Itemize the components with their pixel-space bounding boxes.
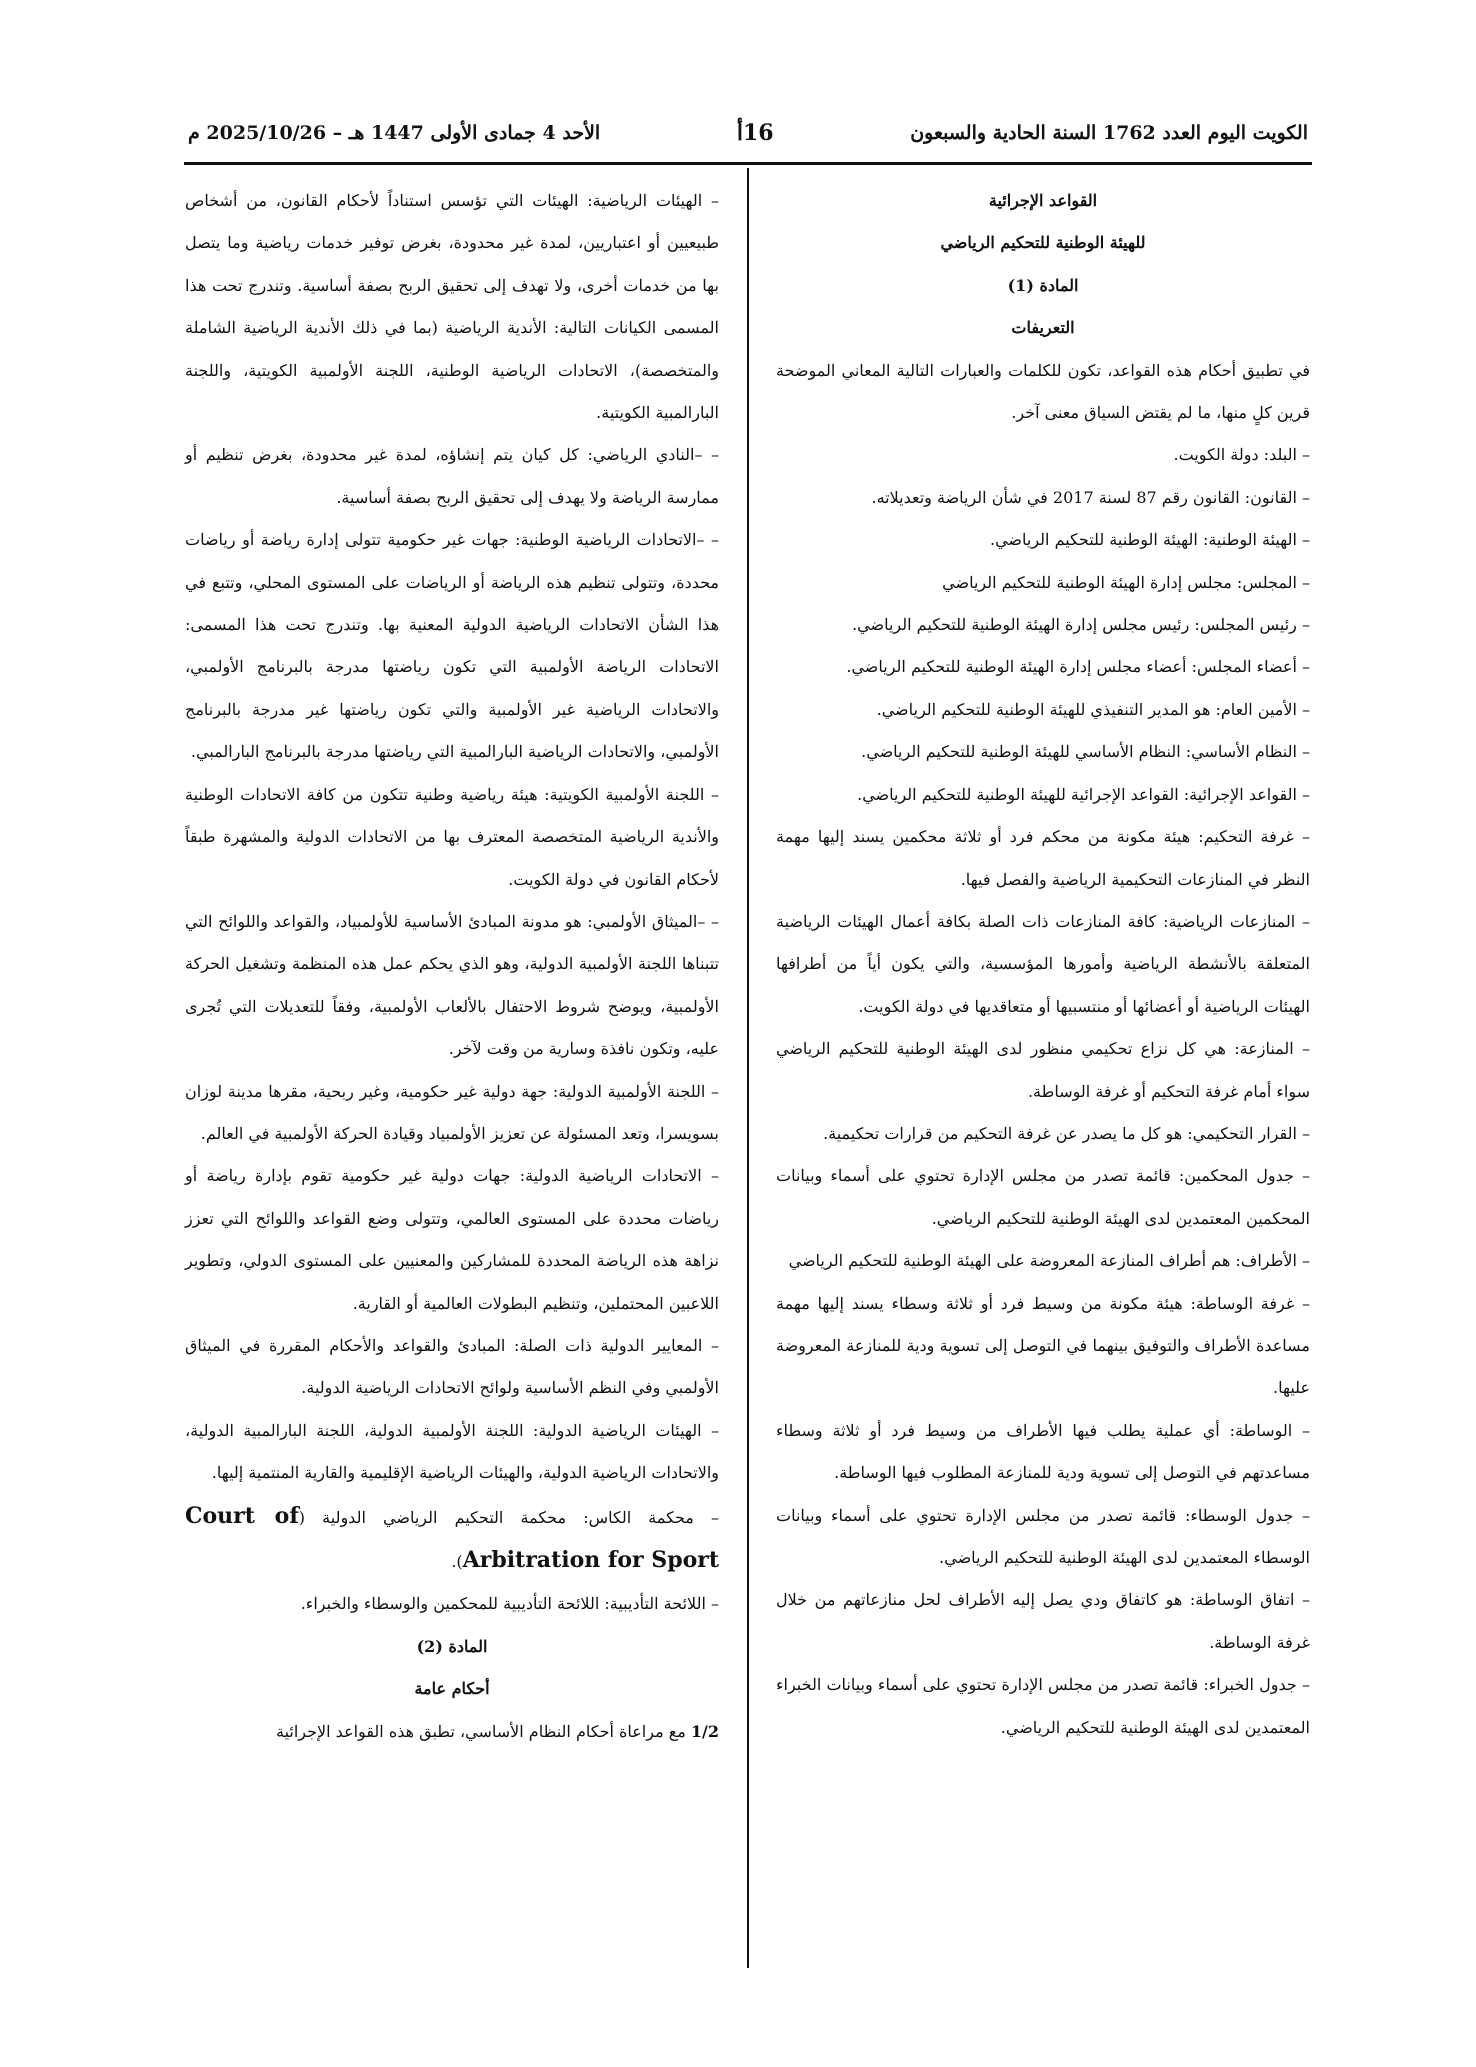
definition-paragraph: – البلد: دولة الكويت. xyxy=(1173,445,1310,465)
doc-title: القواعد الإجرائية xyxy=(988,191,1098,210)
definition-paragraph xyxy=(185,1495,719,1584)
definition-paragraph: – الاتحادات الرياضية الدولية: جهات دولية غير حكومية تقوم بإدارة رياضة أو رياضات محددة على المستوى العالمي، وتتولى وضع القواعد واللوائح التي تعزز نزاهة هذه الرياضة المحددة للمشاركين والمعنيين على المستوى الدولي، وتطوير اللاعبين المحتملين، وتنظيم البطولات العالمية أو القارية. xyxy=(185,1166,719,1313)
article-title: أحكام عامة xyxy=(414,1679,490,1699)
intro-paragraph: في تطبيق أحكام هذه القواعد، تكون للكلمات والعبارات التالية المعاني الموضحة قرين كلٍ منها، ما لم يقتض السياق معنى آخر. xyxy=(776,360,1310,423)
definition-paragraph: – جدول الوسطاء: قائمة تصدر من مجلس الإدارة تحتوي على أسماء وبيانات الوسطاء المعتمدين لدى الهيئة الوطنية للتحكيم الرياضي. xyxy=(776,1505,1310,1567)
definition-paragraph: – جدول المحكمين: قائمة تصدر من مجلس الإدارة تحتوي على أسماء وبيانات المحكمين المعتمدين لدى الهيئة الوطنية للتحكيم الرياضي. xyxy=(776,1166,1310,1228)
definition-paragraph: – الهيئات الرياضية الدولية: اللجنة الأولمبية الدولية، اللجنة البارالمبية الدولية، والاتحادات الرياضية الدولية، والهيئات الرياضية الإقليمية والقارية المنتمية إليها. xyxy=(185,1420,719,1483)
definition-paragraph: – –الميثاق الأولمبي: هو مدونة المبادئ الأساسية للأولمبياد، والقواعد واللوائح التي تتبناها اللجنة الأولمبية الدولية، وهو الذي يحكم عمل هذه المنظمة وتشغيل الحركة الأولمبية، ويوضح شروط الاحتفال بالألعاب الأولمبية، وفقاً للتعديلات التي تُجرى عليه، وتكون نافذة وسارية من وقت لآخر. xyxy=(185,911,719,1059)
definition-paragraph: – اللجنة الأولمبية الكويتية: هيئة رياضية وطنية تتكون من كافة الاتحادات الوطنية والأندية الرياضية المتخصصة المعترف بها من الاتحادات الدولية والمشهرة طبقاً لأحكام القانون في دولة الكويت. xyxy=(185,784,720,889)
cas-closing: ). xyxy=(451,1552,463,1571)
definition-paragraph: – الوساطة: أي عملية يطلب فيها الأطراف من وسيط فرد أو ثلاثة وسطاء مساعدتهم في التوصل إلى تسوية ودية للمنازعة المطلوب فيها الوساطة. xyxy=(776,1420,1310,1483)
doc-subtitle: للهيئة الوطنية للتحكيم الرياضي xyxy=(940,233,1146,253)
definition-paragraph: – النظام الأساسي: النظام الأساسي للهيئة الوطنية للتحكيم الرياضي. xyxy=(861,742,1310,762)
definition-paragraph: – الهيئات الرياضية: الهيئات التي تؤسس استناداً لأحكام القانون، من أشخاص طبيعيين أو اعتباريين، لمدة غير محدودة، بغرض توفير خدمات رياضية وما يتصل بها من خدمات أخرى، ولا تهدف إلى تحقيق الربح بصفة أساسية. وتندرج تحت هذا المسمى الكيانات التالية: الأندية الرياضية (بما في ذلك الأندية الرياضية الشاملة والمتخصصة)، الاتحادات الرياضية الوطنية، اللجنة الأولمبية الكويتية، واللجنة البارالمبية الكويتية. xyxy=(185,191,720,423)
definition-paragraph: – غرفة الوساطة: هيئة مكونة من وسيط فرد أو ثلاثة وسطاء يسند إليها مهمة مساعدة الأطراف والتوفيق بينهما في التوصل إلى تسوية ودية للمنازعة المعروضة عليها. xyxy=(776,1293,1310,1398)
definition-paragraph: – المنازعات الرياضية: كافة المنازعات ذات الصلة بكافة أعمال الهيئات الرياضية المتعلقة بالأنشطة الرياضية وأمورها المؤسسية، والتي يكون أياً من أطرافها الهيئات الرياضية أو أعضائها أو منتسبيها أو متعاقديها في دولة الكويت. xyxy=(776,911,1311,1016)
issue-info: الكويت اليوم العدد 1762 السنة الحادية والسبعون xyxy=(910,122,1308,144)
page-header xyxy=(188,112,1308,154)
cas-definition: – محكمة الكاس: محكمة التحكيم الرياضي الدولية ( xyxy=(298,1507,719,1527)
definition-paragraph: – جدول الخبراء: قائمة تصدر من مجلس الإدارة تحتوي على أسماء وبيانات الخبراء المعتمدين لدى الهيئة الوطنية للتحكيم الرياضي. xyxy=(776,1675,1310,1737)
definition-paragraph: – رئيس المجلس: رئيس مجلس إدارة الهيئة الوطنية للتحكيم الرياضي. xyxy=(852,615,1310,635)
article-heading: المادة (2) xyxy=(416,1636,488,1656)
cas-english-name: Court of Arbitration for Sport xyxy=(185,1502,719,1573)
clause-number: 1/2 xyxy=(690,1721,719,1741)
right-column xyxy=(776,180,1310,1749)
definition-paragraph: – الأطراف: هم أطراف المنازعة المعروضة على الهيئة الوطنية للتحكيم الرياضي xyxy=(788,1251,1310,1271)
definition-paragraph: – القانون: القانون رقم 87 لسنة 2017 في شأن الرياضة وتعديلاته. xyxy=(871,487,1310,507)
definition-paragraph: – القرار التحكيمي: هو كل ما يصدر عن غرفة التحكيم من قرارات تحكيمية. xyxy=(823,1123,1310,1143)
article-title: التعريفات xyxy=(1011,318,1075,338)
definition-paragraph: – غرفة التحكيم: هيئة مكونة من محكم فرد أو ثلاثة محكمين يسند إليها مهمة النظر في المنازعات التحكيمية الرياضية والفصل فيها. xyxy=(776,827,1310,889)
definition-paragraph: – الهيئة الوطنية: الهيئة الوطنية للتحكيم الرياضي. xyxy=(990,530,1310,550)
article-clause xyxy=(185,1711,719,1753)
definition-paragraph: – المعايير الدولية ذات الصلة: المبادئ والقواعد والأحكام المقررة في الميثاق الأولمبي وفي النظم الأساسية ولوائح الاتحادات الرياضية الدولية. xyxy=(185,1335,719,1398)
definition-paragraph: – –الاتحادات الرياضية الوطنية: جهات غير حكومية تتولى إدارة رياضة أو رياضات محددة، وتتولى تنظيم هذه الرياضة أو الرياضات على المستوى المحلي، وتتبع في هذا الشأن الاتحادات الرياضية الدولية المعنية بها. وتندرج تحت هذا المسمى: الاتحادات الرياضة الأولمبية التي تكون رياضتها مدرجة بالبرنامج الأولمبي، والاتحادات الرياضية غير الأولمبية والتي تكون رياضتها غير مدرجة بالبرنامج الأولمبي، والاتحادات الرياضية البارالمبية التي رياضتها مدرجة بالبرنامج البارالمبي. xyxy=(185,530,720,762)
definition-paragraph: – –النادي الرياضي: كل كيان يتم إنشاؤه، لمدة غير محدودة، بغرض تنظيم أو ممارسة الرياضة ولا يهدف إلى تحقيق الربح بصفة أساسية. xyxy=(185,445,719,507)
definition-paragraph: – اللجنة الأولمبية الدولية: جهة دولية غير حكومية، وغير ربحية، مقرها مدينة لوزان بسويسرا، وتعد المسئولة عن تعزيز الأولمبياد وقيادة الحركة الأولمبية في العالم. xyxy=(185,1081,719,1143)
column-divider xyxy=(747,168,749,1968)
definition-paragraph: – القواعد الإجرائية: القواعد الإجرائية للهيئة الوطنية للتحكيم الرياضي. xyxy=(857,784,1310,804)
definition-paragraph: – اتفاق الوساطة: هو كاتفاق ودي يصل إليه الأطراف لحل منازعاتهم من خلال غرفة الوساطة. xyxy=(776,1590,1310,1652)
definition-paragraph: – المجلس: مجلس إدارة الهيئة الوطنية للتحكيم الرياضي xyxy=(942,572,1310,592)
definition-paragraph: – المنازعة: هي كل نزاع تحكيمي منظور لدى الهيئة الوطنية للتحكيم الرياضي سواء أمام غرفة التحكيم أو غرفة الوساطة. xyxy=(776,1039,1310,1101)
page-number: 16أ xyxy=(736,120,774,146)
definition-paragraph: – اللائحة التأديبية: اللائحة التأديبية للمحكمين والوسطاء والخبراء. xyxy=(300,1594,719,1614)
left-column xyxy=(185,180,719,1753)
definition-paragraph: – أعضاء المجلس: أعضاء مجلس إدارة الهيئة الوطنية للتحكيم الرياضي. xyxy=(846,657,1310,677)
header-rule xyxy=(184,162,1312,165)
definition-paragraph: – الأمين العام: هو المدير التنفيذي للهيئة الوطنية للتحكيم الرياضي. xyxy=(876,699,1310,719)
issue-date: الأحد 4 جمادى الأولى 1447 هـ – 2025/10/26 م xyxy=(188,122,601,144)
article-heading: المادة (1) xyxy=(1007,275,1079,295)
clause-text: مع مراعاة أحكام النظام الأساسي، تطبق هذه القواعد الإجرائية xyxy=(275,1721,691,1741)
